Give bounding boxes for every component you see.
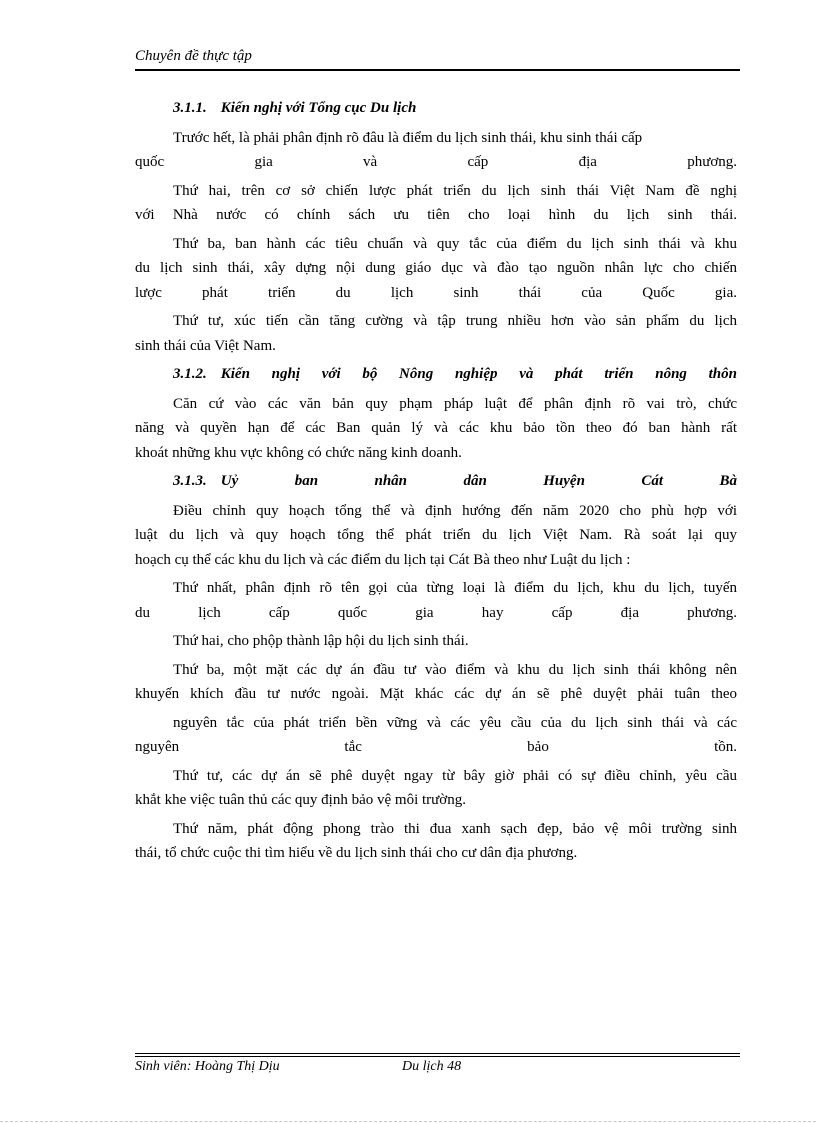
- paragraph-line: quốc gia và cấp địa phương.: [135, 154, 737, 170]
- paragraph: [135, 392, 737, 466]
- paragraph-line: Thứ hai, trên cơ sở chiến lược phát triển du lịch sinh thái Việt Nam đề nghị: [173, 182, 737, 199]
- footer-student: Sinh viên: Hoàng Thị Dịu: [135, 1059, 280, 1074]
- paragraph-line: luật du lịch và quy hoạch tổng thể phát triển du lịch Việt Nam. Rà soát lại quy: [135, 527, 737, 543]
- paragraph-line: Thứ tư, các dự án sẽ phê duyệt ngay từ bây giờ phải có sự điều chỉnh, yêu cầu: [173, 767, 737, 784]
- paragraph-line: thái, tổ chức cuộc thi tìm hiểu về du lịch sinh thái cho cư dân địa phương.: [135, 845, 578, 861]
- heading-number: 3.1.1.: [173, 100, 207, 116]
- paragraph-line: khoát những khu vực không có chức năng kinh doanh.: [135, 444, 462, 461]
- paragraph: [135, 764, 737, 813]
- paragraph-line: sinh thái của Việt Nam.: [135, 337, 276, 354]
- paragraph-line: nguyên tắc của phát triển bền vững và các yêu cầu của du lịch sinh thái và các: [173, 714, 737, 731]
- section-heading: [135, 362, 737, 387]
- heading-text: Uỷ ban nhân dân Huyện Cát Bà: [220, 473, 737, 489]
- paragraph: [135, 499, 737, 573]
- paragraph: [135, 658, 737, 707]
- paragraph: [135, 711, 737, 760]
- paragraph: [135, 576, 737, 625]
- paragraph-line: Trước hết, là phải phân định rõ đâu là điểm du lịch sinh thái, khu sinh thái cấp: [173, 129, 643, 146]
- paragraph: [135, 126, 737, 175]
- paragraph: [135, 629, 737, 654]
- paragraph-line: Thứ ba, một mặt các dự án đầu tư vào điểm và khu du lịch sinh thái không nên: [173, 661, 737, 678]
- paragraph-line: du lịch cấp quốc gia hay cấp địa phương.: [135, 604, 737, 621]
- footer-class: Du lịch 48: [402, 1059, 462, 1074]
- paragraph: [135, 232, 737, 306]
- footer-rule-upper: [135, 1053, 740, 1054]
- section-heading: [135, 469, 737, 494]
- paragraph-line: với Nhà nước có chính sách ưu tiên cho loại hình du lịch sinh thái.: [135, 207, 737, 223]
- page-header-title: Chuyên đề thực tập: [135, 48, 252, 64]
- section-heading: [135, 96, 737, 121]
- paragraph-line: Thứ ba, ban hành các tiêu chuẩn và quy tắc của điểm du lịch sinh thái và khu: [173, 235, 737, 252]
- paragraph-line: lược phát triển du lịch sinh thái của Quốc gia.: [135, 284, 737, 301]
- heading-number: 3.1.2.: [173, 366, 207, 382]
- paragraph-line: khắt khe việc tuân thủ các quy định bảo vệ môi trường.: [135, 792, 466, 808]
- page-edge: [0, 1121, 816, 1122]
- paragraph: [135, 817, 737, 866]
- paragraph-line: Điều chỉnh quy hoạch tổng thể và định hướng đến năm 2020 cho phù hợp với: [173, 502, 737, 519]
- heading-text: Kiến nghị với Tổng cục Du lịch: [220, 100, 417, 116]
- paragraph: [135, 309, 737, 358]
- paragraph-line: nguyên tắc bảo tồn.: [135, 739, 737, 755]
- paragraph-line: Thứ hai, cho phộp thành lập hội du lịch sinh thái.: [173, 633, 469, 649]
- paragraph-line: Căn cứ vào các văn bản quy phạm pháp luật để phân định rõ vai trò, chức: [173, 395, 737, 412]
- footer-rule-lower: [135, 1056, 740, 1057]
- paragraph-line: du lịch sinh thái, xây dựng nội dung giáo dục và đào tạo nguồn nhân lực cho chiến: [135, 260, 737, 276]
- heading-text: Kiến nghị với bộ Nông nghiệp và phát triển nông thôn: [220, 366, 737, 382]
- paragraph-line: năng và quyền hạn để các Ban quản lý và các khu bảo tồn theo đó ban hành rất: [135, 420, 737, 436]
- paragraph-line: khuyến khích đầu tư nước ngoài. Mặt khác các dự án sẽ phê duyệt phải tuân theo: [135, 686, 737, 702]
- paragraph: [135, 179, 737, 228]
- document-body: [135, 96, 737, 870]
- header-rule: [135, 69, 740, 71]
- heading-number: 3.1.3.: [173, 473, 207, 489]
- paragraph-line: Thứ tư, xúc tiến cần tăng cường và tập trung nhiều hơn vào sản phẩm du lịch: [173, 313, 737, 329]
- paragraph-line: Thứ nhất, phân định rõ tên gọi của từng loại là điểm du lịch, khu du lịch, tuyến: [173, 580, 737, 596]
- paragraph-line: hoạch cụ thể các khu du lịch và các điểm du lịch tại Cát Bà theo như Luật du lịch :: [135, 551, 631, 568]
- paragraph-line: Thứ năm, phát động phong trào thi đua xanh sạch đẹp, bảo vệ môi trường sinh: [173, 820, 737, 837]
